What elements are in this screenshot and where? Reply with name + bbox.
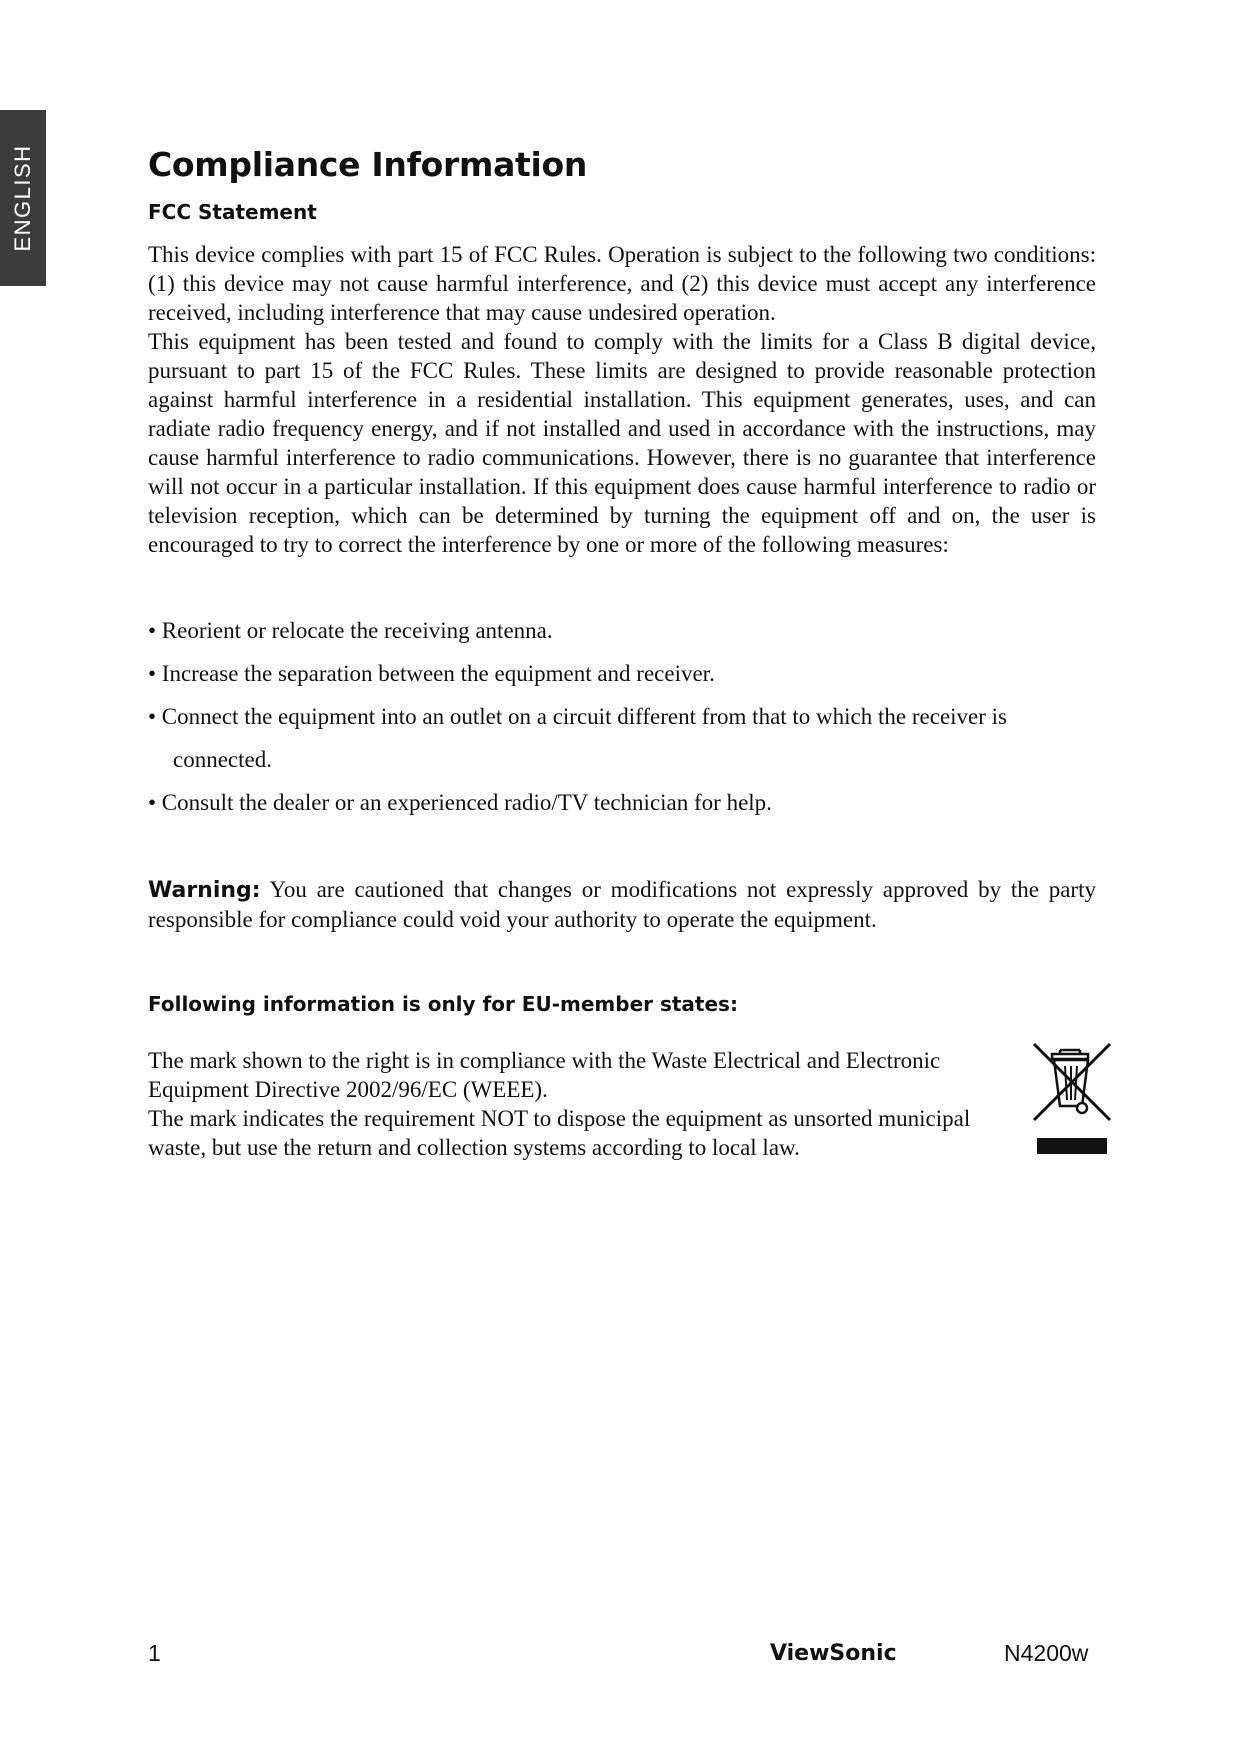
weee-line-2: The mark indicates the requirement NOT to dispose the equipment as unsorted municipal waste, but use the return and collection systems according to local law.	[148, 1106, 971, 1160]
fcc-paragraph-2: This equipment has been tested and found to comply with the limits for a Class B digital device, pursuant to part 15 of the FCC Rules. These limits are designed to provide reasonable protection against harmful interference in a residential installation. This equipment generates, uses, and can radiate radio frequency energy, and if not installed and used in accordance with the instructions, may cause harmful interference to radio communications. However, there is no guarantee that interference will not occur in a particular installation. If this equipment does cause harmful interference to radio or television reception, which can be determined by turning the equipment off and on, the user is encouraged to try to correct the interference by one or more of the following measures:	[148, 329, 1096, 557]
fcc-bullet-4: • Consult the dealer or an experienced radio/TV technician for help.	[148, 790, 772, 815]
eu-heading: Following information is only for EU-member states:	[148, 992, 738, 1016]
fcc-paragraph-1: This device complies with part 15 of FCC Rules. Operation is subject to the following two conditions: (1) this device may not cause harmful interference, and (2) this device must accept any interference received, including interference that may cause undesired operation.	[148, 242, 1096, 325]
weee-line-1: The mark shown to the right is in compliance with the Waste Electrical and Electronic Equipment Directive 2002/96/EC (WEEE).	[148, 1048, 941, 1102]
language-tab-label: ENGLISH	[10, 144, 35, 252]
fcc-heading: FCC Statement	[148, 200, 317, 224]
warning-paragraph	[148, 875, 1096, 934]
fcc-bullet-3: • Connect the equipment into an outlet on a circuit different from that to which the receiver is	[148, 704, 1007, 729]
model-number: N4200w	[1004, 1640, 1089, 1666]
fcc-bullet-1: • Reorient or relocate the receiving antenna.	[148, 618, 553, 643]
warning-text: You are cautioned that changes or modifications not expressly approved by the party responsible for compliance could void your authority to operate the equipment.	[148, 877, 1096, 932]
weee-crossed-bin-icon	[1030, 1040, 1114, 1160]
warning-label: Warning:	[148, 878, 261, 903]
brand-name: ViewSonic	[770, 1641, 897, 1666]
page-title: Compliance Information	[148, 145, 588, 184]
fcc-bullet-2: • Increase the separation between the equipment and receiver.	[148, 661, 715, 686]
language-tab	[0, 110, 46, 286]
page-number: 1	[148, 1640, 161, 1666]
fcc-bullet-3-continued: connected.	[173, 747, 272, 772]
